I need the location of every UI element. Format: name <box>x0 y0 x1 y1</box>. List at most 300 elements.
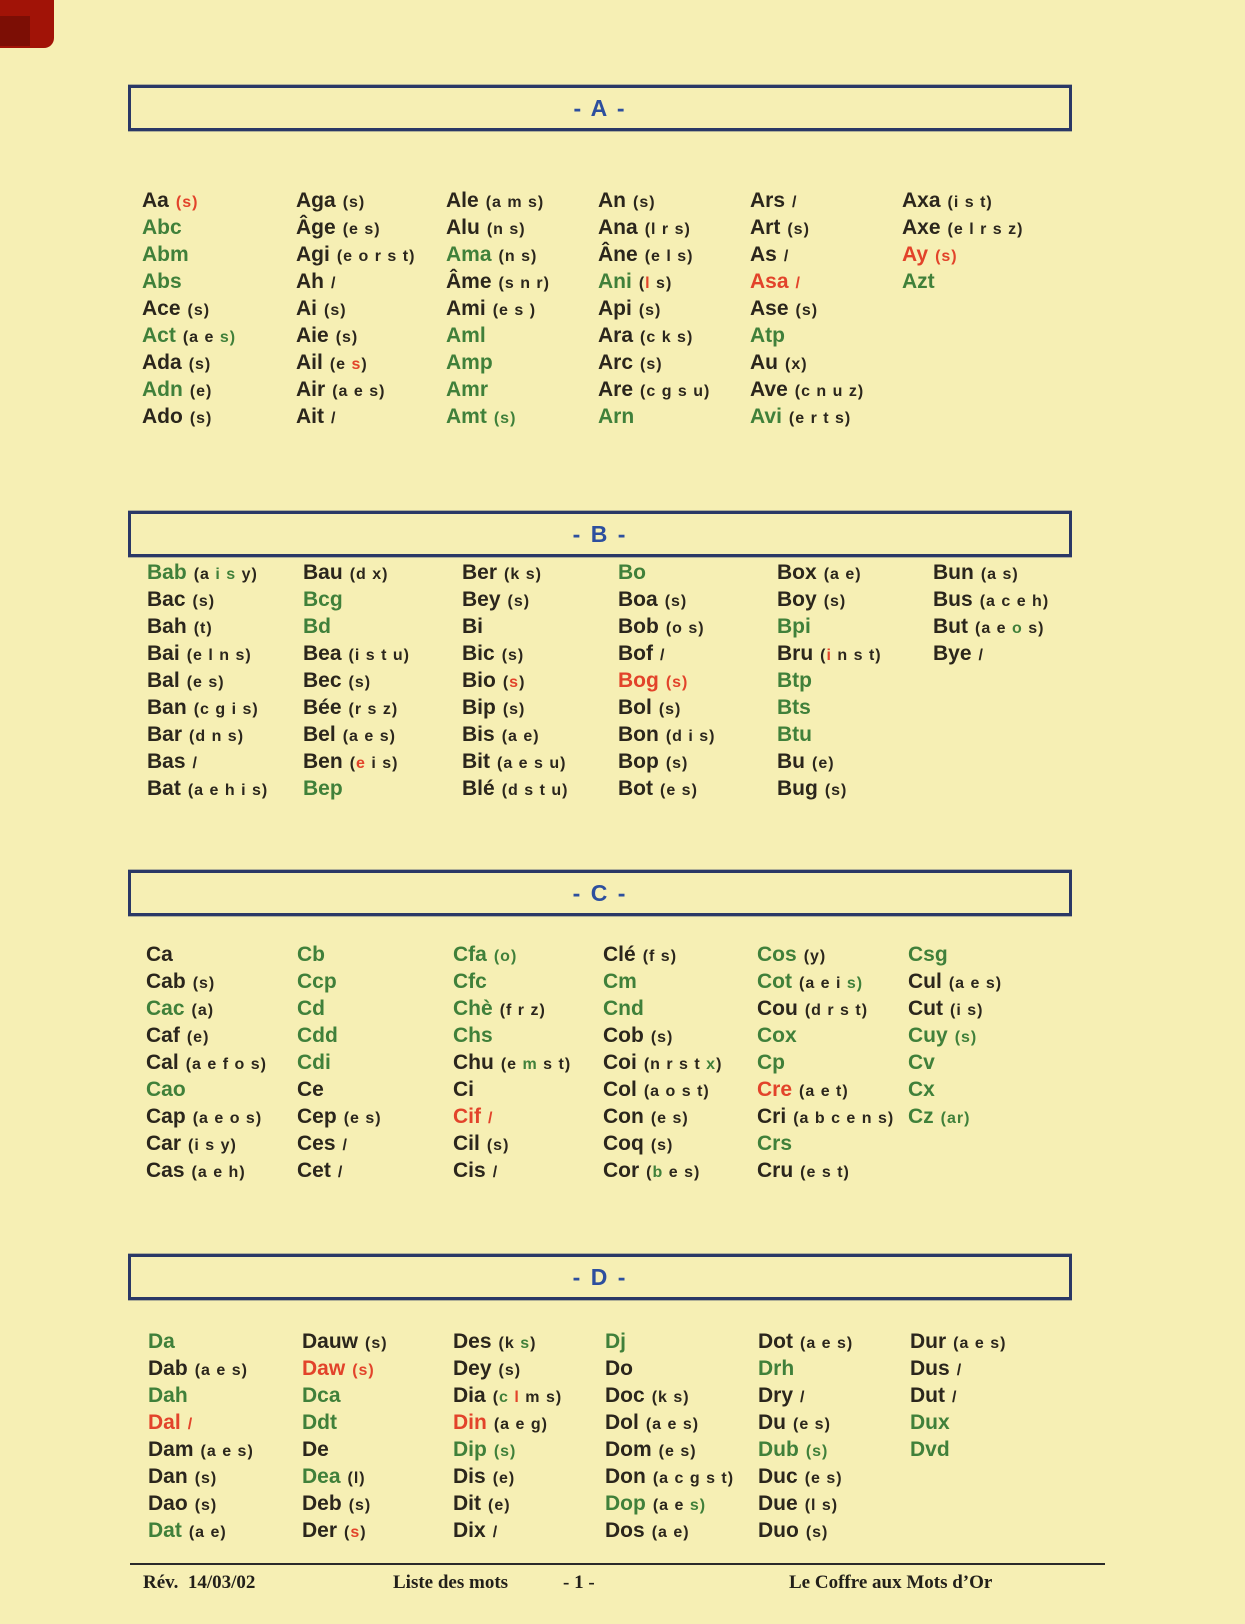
word-letters <box>665 593 688 610</box>
word-text: Daw <box>302 1357 346 1380</box>
word-letters <box>644 1083 710 1100</box>
word-text: Bye <box>933 642 972 665</box>
word-letters <box>508 593 531 610</box>
word-letters <box>812 755 835 772</box>
word-letters <box>796 302 819 319</box>
letters-segment: / <box>792 194 798 211</box>
word-letters <box>795 383 864 400</box>
letters-segment: s <box>351 356 362 373</box>
word-text: Cuy <box>908 1024 948 1047</box>
word-text: Bel <box>303 723 336 746</box>
letters-segment: (o s) <box>665 620 705 637</box>
letters-segment: / <box>331 275 337 292</box>
word-entry <box>757 941 908 968</box>
letters-segment: s) <box>650 275 673 292</box>
word-letters <box>785 356 808 373</box>
word-letters <box>975 620 1044 637</box>
word-text: Chu <box>453 1051 494 1074</box>
letters-segment: (s) <box>324 302 347 319</box>
letters-segment: ) <box>716 1056 723 1073</box>
word-text: Asa <box>750 270 789 293</box>
letters-segment: (s) <box>787 221 810 238</box>
word-letters <box>336 329 359 346</box>
letters-segment: l <box>514 1389 520 1406</box>
letters-segment: / <box>956 1362 963 1379</box>
word-entry <box>910 1382 1006 1409</box>
word-column <box>147 559 303 802</box>
word-text: Bof <box>618 642 653 665</box>
word-entry <box>758 1382 910 1409</box>
word-text: Ale <box>446 189 479 212</box>
word-text: Cb <box>297 943 325 966</box>
word-grid-b <box>147 559 1049 802</box>
word-entry <box>462 775 618 802</box>
word-entry <box>908 1049 1002 1076</box>
word-entry <box>902 214 1023 241</box>
word-text: Âme <box>446 270 492 293</box>
word-text: Dot <box>758 1330 793 1353</box>
word-text: Api <box>598 297 632 320</box>
letters-segment: (s) <box>175 194 199 211</box>
word-text: Bus <box>933 588 973 611</box>
word-entry <box>758 1517 910 1544</box>
word-entry <box>750 295 902 322</box>
word-entry <box>598 349 750 376</box>
letters-segment: s <box>520 1335 531 1352</box>
letters-segment: (e o r s t) <box>336 248 416 265</box>
letters-segment: (a e i <box>799 975 847 992</box>
letters-segment: (d s t u) <box>501 782 569 799</box>
letters-segment: (e s) <box>804 1470 843 1487</box>
word-text: Dut <box>910 1384 945 1407</box>
word-entry <box>148 1328 302 1355</box>
word-column <box>933 559 1049 802</box>
word-entry <box>750 322 902 349</box>
word-text: Drh <box>758 1357 795 1380</box>
word-letters <box>352 1362 375 1379</box>
word-entry <box>603 1157 757 1184</box>
word-entry <box>605 1436 758 1463</box>
letters-segment: (e s ) <box>492 302 537 319</box>
word-text: Bic <box>462 642 495 665</box>
word-entry <box>303 640 462 667</box>
word-entry <box>146 1049 297 1076</box>
word-entry <box>296 349 446 376</box>
letters-segment: (f s) <box>642 948 678 965</box>
word-text: Ay <box>902 243 929 266</box>
word-entry <box>296 187 446 214</box>
letters-segment: (k <box>498 1335 521 1352</box>
word-entry <box>908 1076 1002 1103</box>
letters-segment: (s) <box>352 1362 375 1379</box>
word-entry <box>302 1463 453 1490</box>
word-entry <box>598 187 750 214</box>
word-column <box>757 941 908 1184</box>
word-column <box>908 941 1002 1184</box>
word-text: Cob <box>603 1024 644 1047</box>
word-text: Act <box>142 324 176 347</box>
letters-segment: (l s) <box>804 1497 839 1514</box>
letters-segment: (a e s) <box>200 1443 254 1460</box>
word-entry <box>902 268 1023 295</box>
word-letters <box>646 1416 699 1433</box>
letters-segment: (k s) <box>504 566 542 583</box>
letters-segment: / <box>795 275 801 292</box>
word-entry <box>453 968 603 995</box>
word-letters <box>643 948 677 965</box>
word-entry <box>302 1382 453 1409</box>
word-text: An <box>598 189 626 212</box>
word-entry <box>146 968 297 995</box>
word-letters <box>640 329 693 346</box>
letters-segment: ( <box>646 1164 653 1181</box>
word-entry <box>462 748 618 775</box>
letters-segment: (e l n s) <box>186 647 252 664</box>
word-entry <box>453 1382 605 1409</box>
word-letters <box>195 1470 218 1487</box>
word-letters <box>800 1335 853 1352</box>
word-letters <box>825 782 848 799</box>
word-letters <box>349 674 372 691</box>
word-letters <box>666 728 716 745</box>
letters-segment: (a e s u) <box>497 755 567 772</box>
word-text: Bi <box>462 615 483 638</box>
letters-segment: (a e s) <box>948 975 1003 992</box>
word-text: Bah <box>147 615 187 638</box>
word-entry <box>758 1463 910 1490</box>
letters-segment: (s) <box>194 1470 218 1487</box>
word-letters <box>337 248 416 265</box>
word-text: Cd <box>297 997 325 1020</box>
word-entry <box>777 721 933 748</box>
letters-segment: ( <box>502 674 510 691</box>
word-letters <box>332 383 385 400</box>
word-entry <box>147 640 303 667</box>
word-entry <box>908 968 1002 995</box>
letters-segment: (a e s) <box>953 1335 1007 1352</box>
word-text: Ait <box>296 405 324 428</box>
word-entry <box>757 1022 908 1049</box>
word-text: Cot <box>757 970 792 993</box>
letters-segment: (i s t u) <box>348 647 410 664</box>
letters-segment: (s) <box>342 194 366 211</box>
letters-segment: (e s) <box>343 1110 382 1127</box>
letters-segment: (a e <box>975 620 1013 637</box>
letters-segment: / <box>331 410 337 427</box>
letters-segment: (s) <box>498 1362 522 1379</box>
word-letters <box>646 1164 700 1181</box>
letters-segment: (c g s u) <box>640 383 711 400</box>
word-text: Bop <box>618 750 659 773</box>
word-text: Bd <box>303 615 331 638</box>
footer-doc-title: Liste des mots <box>393 1572 509 1593</box>
word-entry <box>446 322 598 349</box>
word-text: Amt <box>446 405 487 428</box>
word-letters <box>344 1110 382 1127</box>
word-entry <box>296 214 446 241</box>
letters-segment: e s) <box>663 1164 701 1181</box>
word-text: Dux <box>910 1411 950 1434</box>
letters-segment: (e s) <box>186 674 225 691</box>
word-entry <box>605 1490 758 1517</box>
word-entry <box>908 941 1002 968</box>
word-text: Do <box>605 1357 633 1380</box>
word-text: Ani <box>598 270 632 293</box>
word-entry <box>142 349 296 376</box>
word-entry <box>146 995 297 1022</box>
word-column <box>146 941 297 1184</box>
word-text: Da <box>148 1330 175 1353</box>
word-letters <box>188 302 211 319</box>
word-entry <box>603 1049 757 1076</box>
word-entry <box>453 1049 603 1076</box>
letters-segment: (s) <box>935 248 958 265</box>
word-entry <box>598 241 750 268</box>
word-letters <box>183 329 236 346</box>
word-entry <box>297 968 453 995</box>
word-column <box>618 559 777 802</box>
letters-segment: (k s) <box>651 1389 690 1406</box>
word-letters <box>645 221 691 238</box>
word-entry <box>297 941 453 968</box>
word-text: Dvd <box>910 1438 950 1461</box>
word-text: Ave <box>750 378 788 401</box>
word-letters <box>493 1524 498 1541</box>
word-letters <box>804 948 827 965</box>
word-letters <box>652 1524 690 1541</box>
letters-segment: (s) <box>188 356 212 373</box>
word-letters <box>493 1389 562 1406</box>
word-text: Bal <box>147 669 180 692</box>
word-letters <box>800 1389 805 1406</box>
word-text: Cis <box>453 1159 486 1182</box>
word-text: Bun <box>933 561 974 584</box>
word-letters <box>955 1029 978 1046</box>
word-text: Cre <box>757 1078 793 1101</box>
word-entry <box>462 667 618 694</box>
word-column <box>462 559 618 802</box>
letters-segment: (a e h) <box>191 1164 246 1181</box>
word-column <box>453 1328 605 1544</box>
footer-page-number: - 1 - <box>563 1572 595 1593</box>
word-text: Abs <box>142 270 182 293</box>
word-text: Dix <box>453 1519 486 1542</box>
word-text: Box <box>777 561 817 584</box>
word-column <box>758 1328 910 1544</box>
word-column <box>910 1328 1006 1544</box>
letters-segment: (e) <box>488 1497 511 1514</box>
word-text: Boa <box>618 588 658 611</box>
word-text: Bai <box>147 642 180 665</box>
letters-segment: (s) <box>348 1497 372 1514</box>
word-letters <box>176 194 199 211</box>
word-letters <box>493 1164 498 1181</box>
word-letters <box>192 1002 215 1019</box>
letters-segment: (x) <box>785 356 808 373</box>
word-entry <box>603 941 757 968</box>
word-letters <box>653 1497 706 1514</box>
word-column <box>297 941 453 1184</box>
word-entry <box>910 1328 1006 1355</box>
letters-segment: (a b c e n s) <box>793 1110 895 1127</box>
word-text: Dus <box>910 1357 950 1380</box>
word-letters <box>640 383 710 400</box>
letters-segment: (s) <box>486 1137 510 1154</box>
word-text: Amp <box>446 351 493 374</box>
letters-segment: (e s) <box>650 1110 689 1127</box>
word-entry <box>618 613 777 640</box>
word-entry <box>303 613 462 640</box>
word-letters <box>499 248 538 265</box>
letters-segment: (a e s) <box>332 383 386 400</box>
letters-segment: (ar) <box>940 1110 971 1127</box>
word-text: Âne <box>598 243 638 266</box>
word-entry <box>777 775 933 802</box>
word-text: Cul <box>908 970 942 993</box>
word-letters <box>806 1524 829 1541</box>
word-entry <box>302 1490 453 1517</box>
word-text: Dab <box>148 1357 188 1380</box>
word-letters <box>193 1110 262 1127</box>
word-entry <box>446 214 598 241</box>
letters-segment: (e s t) <box>800 1164 850 1181</box>
letters-segment: (a e) <box>823 566 862 583</box>
word-letters <box>344 1524 367 1541</box>
word-entry <box>603 1022 757 1049</box>
word-text: Cil <box>453 1132 480 1155</box>
word-text: Cut <box>908 997 943 1020</box>
letters-segment: (n s) <box>486 221 526 238</box>
letters-segment: (i s t) <box>947 194 993 211</box>
letters-segment: / <box>342 1137 348 1154</box>
word-text: Bit <box>462 750 490 773</box>
letters-segment: ( <box>638 275 646 292</box>
word-entry <box>446 268 598 295</box>
word-text: Azt <box>902 270 935 293</box>
section-header-c <box>128 870 1072 916</box>
word-entry <box>462 721 618 748</box>
word-letters <box>493 302 536 319</box>
word-entry <box>296 295 446 322</box>
word-letters <box>952 1389 957 1406</box>
word-text: Des <box>453 1330 492 1353</box>
word-entry <box>302 1328 453 1355</box>
word-text: Ah <box>296 270 324 293</box>
letters-segment: (s) <box>192 975 216 992</box>
word-entry <box>303 586 462 613</box>
letters-segment: (s) <box>805 1443 829 1460</box>
word-entry <box>750 349 902 376</box>
word-text: Abm <box>142 243 189 266</box>
letters-segment: l <box>645 275 651 292</box>
word-text: Ci <box>453 1078 474 1101</box>
word-entry <box>777 640 933 667</box>
page-footer <box>0 1572 1245 1598</box>
letters-segment: (d i s) <box>665 728 716 745</box>
word-text: Bon <box>618 723 659 746</box>
letters-segment: (a e) <box>188 1524 227 1541</box>
word-entry <box>446 349 598 376</box>
word-entry <box>453 1463 605 1490</box>
letters-segment: (s) <box>823 593 847 610</box>
word-entry <box>758 1436 910 1463</box>
word-letters <box>639 302 662 319</box>
word-text: Cac <box>146 997 185 1020</box>
word-letters <box>651 1110 689 1127</box>
letters-segment: (e s) <box>658 1443 697 1460</box>
letters-segment: (e r t s) <box>788 410 852 427</box>
word-entry <box>296 376 446 403</box>
letters-segment: (e <box>500 1056 523 1073</box>
word-entry <box>297 1022 453 1049</box>
word-entry <box>618 640 777 667</box>
word-entry <box>303 721 462 748</box>
word-letters <box>487 1137 510 1154</box>
word-entry <box>147 748 303 775</box>
word-text: Cfc <box>453 970 487 993</box>
word-entry <box>297 1157 453 1184</box>
word-letters <box>935 248 958 265</box>
word-letters <box>488 1497 511 1514</box>
word-entry <box>598 376 750 403</box>
word-text: Caf <box>146 1024 180 1047</box>
word-entry <box>446 376 598 403</box>
word-entry <box>750 268 902 295</box>
letters-segment: / <box>660 647 666 664</box>
letters-segment: (s) <box>665 674 689 691</box>
letters-segment: ) <box>519 674 526 691</box>
letters-segment: i s) <box>365 755 399 772</box>
word-text: Ccp <box>297 970 337 993</box>
word-entry <box>147 586 303 613</box>
word-entry <box>618 775 777 802</box>
word-text: Doc <box>605 1384 645 1407</box>
word-entry <box>446 403 598 430</box>
word-letters <box>793 1110 894 1127</box>
word-letters <box>324 302 347 319</box>
word-text: Dry <box>758 1384 794 1407</box>
word-entry <box>605 1463 758 1490</box>
word-letters <box>499 1335 537 1352</box>
word-text: Cp <box>757 1051 785 1074</box>
word-entry <box>605 1328 758 1355</box>
letters-segment: / <box>783 248 790 265</box>
word-entry <box>147 721 303 748</box>
word-entry <box>142 241 296 268</box>
letters-segment: (d r s t) <box>804 1002 869 1019</box>
word-entry <box>603 1103 757 1130</box>
letters-segment: (o) <box>493 948 518 965</box>
word-letters <box>948 221 1024 238</box>
word-entry <box>303 694 462 721</box>
word-entry <box>446 295 598 322</box>
word-entry <box>750 241 902 268</box>
word-text: Alu <box>446 216 480 239</box>
word-entry <box>758 1409 910 1436</box>
word-text: But <box>933 615 968 638</box>
word-text: Bar <box>147 723 183 746</box>
word-text: Ces <box>297 1132 336 1155</box>
word-text: Duc <box>758 1465 798 1488</box>
word-text: Dey <box>453 1357 492 1380</box>
letters-segment: (s) <box>633 194 656 211</box>
word-text: Cm <box>603 970 637 993</box>
letters-segment: (e s) <box>660 782 698 799</box>
word-entry <box>446 241 598 268</box>
word-entry <box>148 1382 302 1409</box>
word-entry <box>142 403 296 430</box>
word-letters <box>189 356 212 373</box>
